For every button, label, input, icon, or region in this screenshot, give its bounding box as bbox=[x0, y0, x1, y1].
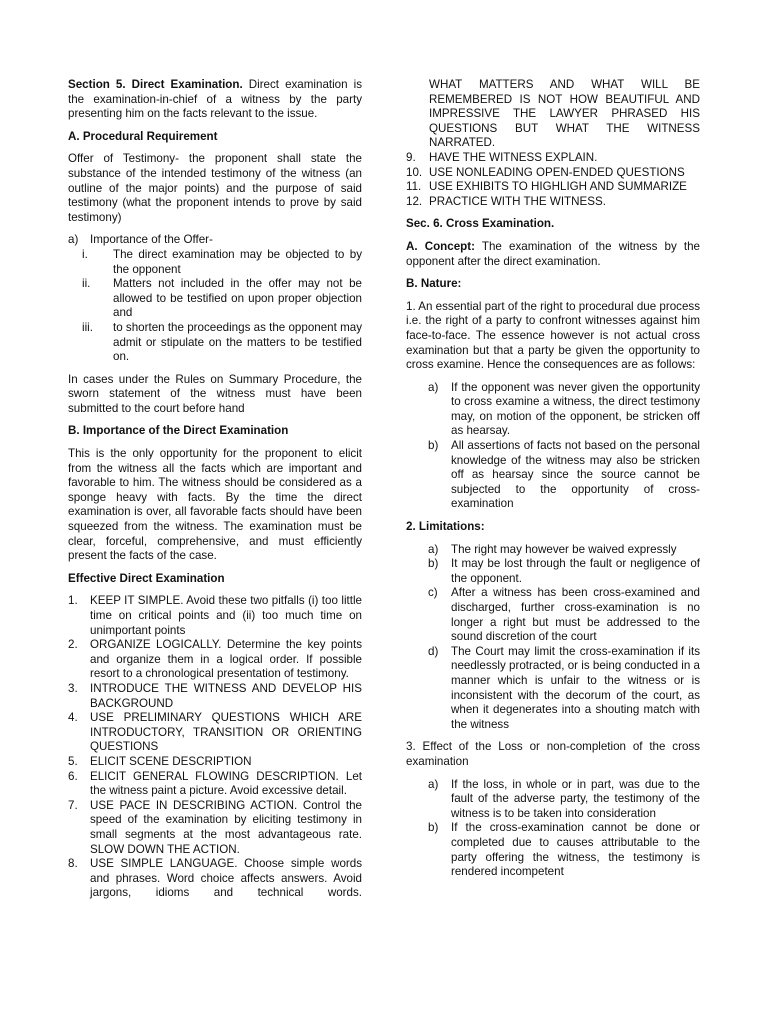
list-item-text: The direct examination may be objected to by the opponent bbox=[113, 247, 362, 276]
limitations-list bbox=[406, 543, 700, 733]
summary-procedure-paragraph: In cases under the Rules on Summary Procedure, the sworn statement of the witness must have been submitted to the court before hand bbox=[68, 372, 362, 415]
item8-continuation: WHAT MATTERS AND WHAT WILL BE REMEMBERED IS NOT HOW BEAUTIFUL AND IMPRESSIVE THE LAWYER PHRASED HIS QUESTIONS BUT WHAT THE WITNESS NARRATED. bbox=[429, 78, 700, 150]
list-item bbox=[406, 381, 700, 439]
nature-heading: B. Nature: bbox=[406, 277, 462, 291]
list-item bbox=[406, 166, 700, 181]
list-marker: 7. bbox=[68, 798, 78, 812]
list-item bbox=[406, 151, 700, 166]
offer-of-testimony-paragraph: Offer of Testimony- the proponent shall state the substance of the intended testimony of the witness (an outline of the major points) and the purpose of said testimony (what the proponent intends to prove by said testimony) bbox=[68, 152, 362, 224]
list-marker: 3. bbox=[68, 681, 78, 695]
importance-of-offer-list bbox=[68, 233, 362, 364]
list-item-text: ORGANIZE LOGICALLY. Determine the key points and organize them in a logical order. If possible resort to a chronological presentation of testimony. bbox=[90, 638, 362, 681]
list-item-text: KEEP IT SIMPLE. Avoid these two pitfalls (i) too little time on critical points and (ii) too much time on unimportant points bbox=[90, 594, 362, 637]
list-item bbox=[68, 682, 362, 711]
list-marker: 5. bbox=[68, 754, 78, 768]
list-item-text: USE NONLEADING OPEN-ENDED QUESTIONS bbox=[429, 165, 685, 179]
effect-of-loss-paragraph: 3. Effect of the Loss or non-completion of the cross examination bbox=[406, 740, 700, 768]
list-marker: 8. bbox=[68, 857, 78, 871]
concept-paragraph bbox=[406, 240, 700, 269]
list-item-text: PRACTICE WITH THE WITNESS. bbox=[429, 194, 606, 208]
list-marker: b) bbox=[428, 439, 439, 453]
left-column bbox=[68, 78, 362, 909]
concept-text: The examination of the witness by the opponent after the direct examination. bbox=[406, 239, 700, 268]
list-item bbox=[406, 778, 700, 822]
list-item bbox=[406, 195, 700, 210]
list-item-text: Importance of the Offer- bbox=[90, 233, 213, 247]
list-marker: a) bbox=[428, 380, 439, 394]
list-item bbox=[68, 638, 362, 682]
list-marker: a) bbox=[68, 233, 79, 247]
list-item bbox=[68, 770, 362, 799]
list-marker: 2. bbox=[68, 638, 78, 652]
list-marker: ii. bbox=[82, 277, 91, 291]
effective-direct-exam-list bbox=[68, 594, 362, 900]
list-marker: a) bbox=[428, 542, 439, 556]
list-marker: iii. bbox=[82, 320, 93, 334]
right-column bbox=[406, 78, 700, 888]
list-item-text: All assertions of facts not based on the personal knowledge of the witness may also be stricken off as hearsay since the source cannot be subjected to the opportunity of cross-examination bbox=[451, 439, 700, 511]
list-item-text: ELICIT GENERAL FLOWING DESCRIPTION. Let the witness paint a picture. Avoid excessive detail. bbox=[90, 769, 362, 798]
list-item bbox=[406, 821, 700, 879]
list-item-text: The right may however be waived expressly bbox=[451, 542, 677, 556]
nature-paragraph: 1. An essential part of the right to procedural due process i.e. the right of a party to confront witnesses against him face-to-face. The essence however is not actual cross examination but that a party be given the opportunity to cross examine. Hence the consequences are as follows: bbox=[406, 299, 700, 372]
list-item bbox=[68, 755, 362, 770]
list-item bbox=[68, 799, 362, 857]
list-item-text: INTRODUCE THE WITNESS AND DEVELOP HIS BACKGROUND bbox=[90, 681, 362, 710]
importance-direct-exam-paragraph: This is the only opportunity for the proponent to elicit from the witness all the facts which are important and favorable to him. The witness should be considered as a sponge heavy with facts. By the time the direct examination is over, all favorable facts should have been squeezed from the witness. The examination must be clear, forceful, comprehensive, and must efficiently present the facts of the case. bbox=[68, 447, 362, 563]
list-marker: b) bbox=[428, 557, 439, 571]
list-item bbox=[68, 711, 362, 755]
list-item bbox=[406, 557, 700, 586]
list-item-text: It may be lost through the fault or negligence of the opponent. bbox=[451, 557, 700, 585]
list-item bbox=[406, 645, 700, 733]
list-item bbox=[82, 321, 362, 365]
section5-text: Direct examination is the examination-in-chief of a witness by the party presenting him on the facts relevant to the issue. bbox=[68, 78, 362, 121]
list-item-text: HAVE THE WITNESS EXPLAIN. bbox=[429, 150, 598, 164]
list-marker: i. bbox=[82, 247, 88, 261]
effective-direct-exam-heading: Effective Direct Examination bbox=[68, 571, 225, 585]
concept-heading: A. Concept: bbox=[406, 239, 475, 253]
list-marker: 11. bbox=[406, 180, 422, 194]
list-item bbox=[406, 543, 700, 558]
list-item-text: The Court may limit the cross-examination if its needlessly protracted, or is being conducted in a manner which is unfair to the witness or is inconsistent with the decorum of the court, as when it degenerates into a shouting match with the witness bbox=[451, 644, 700, 731]
list-item-text: to shorten the proceedings as the opponent may admit or stipulate on the matters to be testified on. bbox=[113, 320, 362, 364]
list-item-text: If the opponent was never given the opportunity to cross examine a witness, the direct testimony may, on motion of the opponent, be stricken off as hearsay. bbox=[451, 380, 700, 438]
list-item bbox=[68, 857, 362, 901]
list-item-text: USE EXHIBITS TO HIGHLIGH AND SUMMARIZE bbox=[429, 180, 687, 194]
list-item bbox=[82, 277, 362, 321]
list-marker: 10. bbox=[406, 165, 423, 179]
effect-of-loss-list bbox=[406, 778, 700, 880]
list-item-text: Matters not included in the offer may not be allowed to be testified on upon proper objection and bbox=[113, 277, 362, 320]
list-item bbox=[406, 586, 700, 644]
list-item-text: USE PRELIMINARY QUESTIONS WHICH ARE INTRODUCTORY, TRANSITION OR ORIENTING QUESTIONS bbox=[90, 711, 362, 754]
effective-direct-exam-list-continued bbox=[406, 151, 700, 209]
list-marker: d) bbox=[428, 644, 439, 658]
list-marker: 1. bbox=[68, 594, 78, 608]
list-marker: a) bbox=[428, 777, 439, 791]
section6-heading: Sec. 6. Cross Examination. bbox=[406, 217, 555, 231]
list-marker: 6. bbox=[68, 769, 78, 783]
list-marker: 12. bbox=[406, 194, 423, 208]
list-item bbox=[82, 248, 362, 277]
importance-direct-exam-heading: B. Importance of the Direct Examination bbox=[68, 424, 289, 438]
list-item bbox=[68, 233, 362, 248]
nature-consequences-list bbox=[406, 381, 700, 512]
list-item-text: ELICIT SCENE DESCRIPTION bbox=[90, 754, 252, 768]
list-marker: 9. bbox=[406, 150, 416, 164]
list-item-text: USE PACE IN DESCRIBING ACTION. Control the speed of the examination by eliciting testimony in small segments at the most advantageous rate. SLOW DOWN THE ACTION. bbox=[90, 798, 362, 856]
list-item bbox=[406, 439, 700, 512]
procedural-requirement-heading: A. Procedural Requirement bbox=[68, 129, 218, 143]
list-item-text: If the loss, in whole or in part, was due to the fault of the adverse party, the testimony of the witness is to be taken into consideration bbox=[451, 777, 700, 820]
list-item-text: USE SIMPLE LANGUAGE. Choose simple words and phrases. Word choice affects answers. Avoid jargons, idioms and technical words. bbox=[90, 857, 362, 900]
list-item-text: After a witness has been cross-examined and discharged, further cross-examination is no longer a right but must be addressed to the sound discretion of the court bbox=[451, 586, 700, 644]
list-marker: c) bbox=[428, 586, 438, 600]
list-item bbox=[406, 180, 700, 195]
list-marker: b) bbox=[428, 821, 439, 835]
limitations-heading: 2. Limitations: bbox=[406, 520, 485, 534]
section5-heading: Section 5. Direct Examination. bbox=[68, 78, 243, 91]
list-marker: 4. bbox=[68, 711, 78, 725]
section5-paragraph bbox=[68, 78, 362, 122]
list-item-text: If the cross-examination cannot be done or completed due to causes attributable to the party offering the witness, the testimony is rendered incompetent bbox=[451, 821, 700, 879]
list-item bbox=[68, 594, 362, 638]
